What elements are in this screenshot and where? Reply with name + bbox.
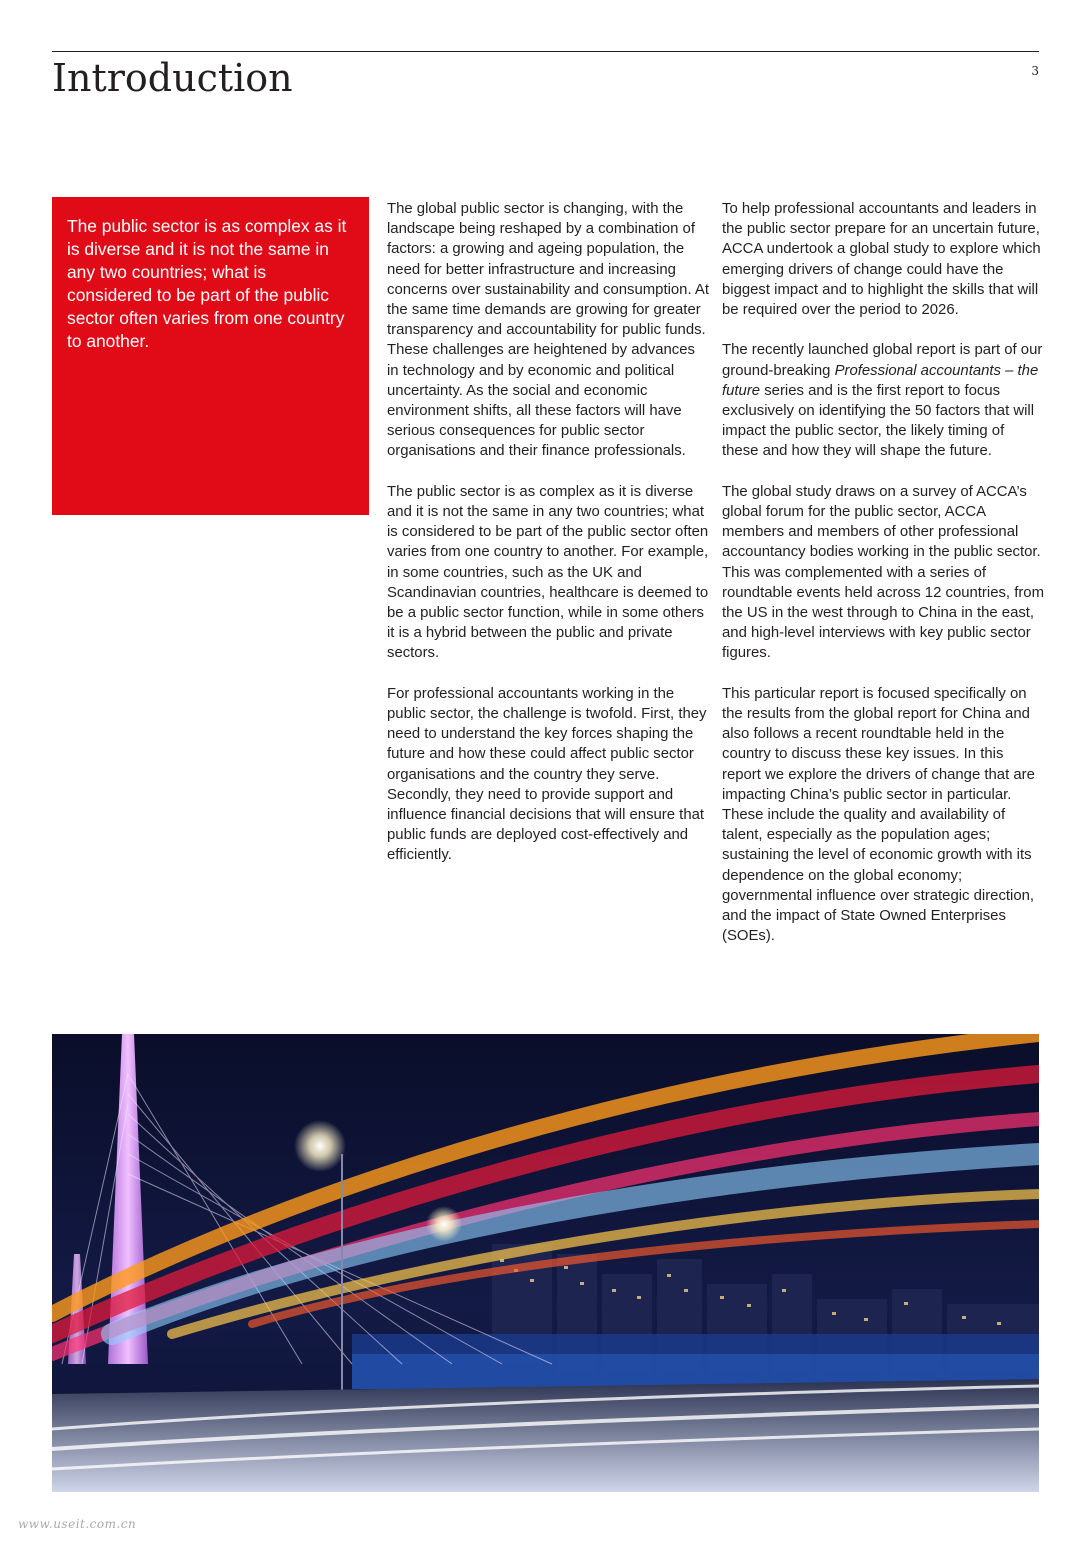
city-bridge-photo — [52, 1034, 1039, 1492]
paragraph: The public sector is as complex as it is diverse and it is not the same in any two countries; what is considered to be part of the public sector often varies from one country to another. For example, in some countries, such as the UK and Scandinavian countries, healthcare is deemed to be a public sector function, while in some others it is a hybrid between the public and private sectors. — [387, 483, 709, 662]
header-rule — [52, 51, 1039, 52]
paragraph — [722, 340, 1044, 461]
page-title: Introduction — [52, 56, 293, 100]
night-city-bridge-light-trails-icon — [52, 1034, 1039, 1492]
body-column-1 — [387, 199, 709, 886]
paragraph: The global public sector is changing, with the landscape being reshaped by a combination of factors: a growing and ageing population, the need for better infrastructure and increasing concerns over sustainability and consumption. At the same time demands are growing for greater transparency and accountability for public funds. These challenges are heightened by advances in technology and by economic and political uncertainty. As the social and economic environment shifts, all these factors will have serious consequences for public sector organisations and their finance professionals. — [387, 201, 709, 460]
watermark: www.useit.com.cn — [18, 1517, 137, 1531]
page-number: 3 — [1031, 64, 1039, 78]
paragraph-text: series and is the first report to focus exclusively on identifying the 50 factors that will impact the public sector, the likely timing of these and how they will shape the future. — [722, 382, 1035, 460]
body-column-2 — [722, 199, 1044, 967]
report-series-title: Professional accountants – the future — [722, 362, 1039, 399]
paragraph: The global study draws on a survey of ACCA’s global forum for the public sector, ACCA members and members of other professional accountancy bodies working in the public sector. This was complemented with a series of roundtable events held across 12 countries, from the US in the west through to China in the east, and high-level interviews with key public sector figures. — [722, 483, 1044, 662]
pull-quote-callout — [52, 197, 369, 515]
paragraph: To help professional accountants and leaders in the public sector prepare for an uncertain future, ACCA undertook a global study to explore which emerging drivers of change could have the biggest impact and to highlight the skills that will be required over the period to 2026. — [722, 201, 1041, 319]
paragraph: This particular report is focused specifically on the results from the global report for China and also follows a recent roundtable held in the country to discuss these key issues. In this report we explore the drivers of change that are impacting China’s public sector in particular. These include the quality and availability of talent, especially as the population ages; sustaining the level of economic growth with its dependence on the global economy; governmental influence over strategic direction, and the impact of State Owned Enterprises (SOEs). — [722, 685, 1035, 945]
pull-quote-text: The public sector is as complex as it is diverse and it is not the same in any two countries; what is considered to be part of the public sector often varies from one country to another. — [67, 216, 347, 351]
paragraph-text: The recently launched global report is part of our ground-breaking — [722, 342, 1043, 379]
paragraph: For professional accountants working in the public sector, the challenge is twofold. First, they need to understand the key forces shaping the future and how these could affect public sector organisations and the country they serve. Secondly, they need to provide support and influence financial decisions that will ensure that public funds are deployed cost-effectively and efficiently. — [387, 685, 707, 864]
